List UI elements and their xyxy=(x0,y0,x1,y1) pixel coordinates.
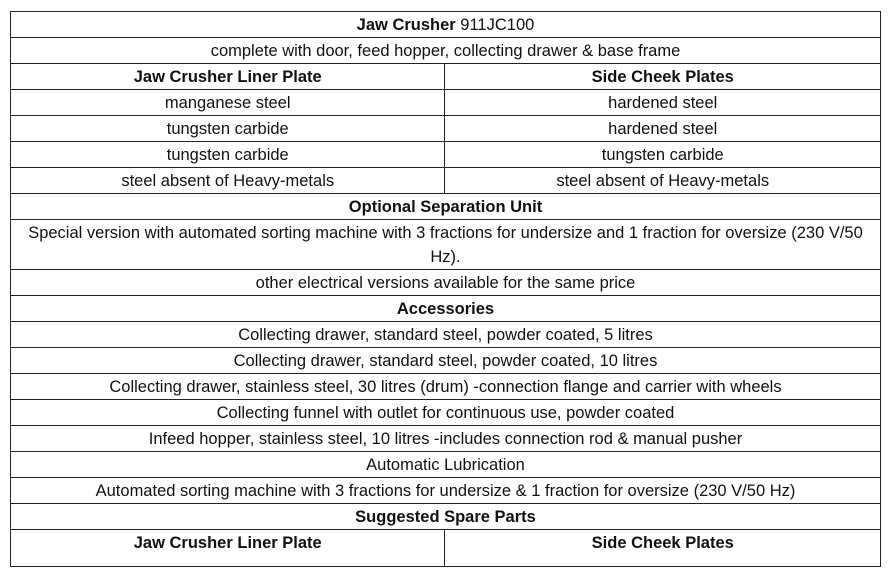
liner-header-jaw: Jaw Crusher Liner Plate xyxy=(11,64,445,90)
title-row xyxy=(11,12,881,38)
accessory-item: Automated sorting machine with 3 fractions for undersize & 1 fraction for oversize (230 V/50 Hz) xyxy=(11,478,881,504)
accessory-item: Automatic Lubrication xyxy=(11,452,881,478)
spare-parts-heading-row xyxy=(11,504,881,530)
spec-table xyxy=(10,11,881,567)
liner-header-row xyxy=(11,64,881,90)
spare-parts-header-row xyxy=(11,530,881,567)
spare-header-cheek: Side Cheek Plates xyxy=(445,530,881,567)
table-cell: steel absent of Heavy-metals xyxy=(445,168,881,194)
table-cell: tungsten carbide xyxy=(11,142,445,168)
spare-parts-heading: Suggested Spare Parts xyxy=(11,504,881,530)
table-row xyxy=(11,116,881,142)
table-row xyxy=(11,142,881,168)
subtitle-row xyxy=(11,38,881,64)
separation-description-row xyxy=(11,220,881,270)
table-row xyxy=(11,168,881,194)
accessories-heading: Accessories xyxy=(11,296,881,322)
list-item xyxy=(11,452,881,478)
table-cell: tungsten carbide xyxy=(11,116,445,142)
list-item xyxy=(11,348,881,374)
product-model: 911JC100 xyxy=(455,16,535,34)
spare-header-jaw: Jaw Crusher Liner Plate xyxy=(11,530,445,567)
separation-note-row xyxy=(11,270,881,296)
accessory-item: Collecting funnel with outlet for continuous use, powder coated xyxy=(11,400,881,426)
list-item xyxy=(11,478,881,504)
list-item xyxy=(11,374,881,400)
table-cell: tungsten carbide xyxy=(445,142,881,168)
list-item xyxy=(11,426,881,452)
liner-header-cheek: Side Cheek Plates xyxy=(445,64,881,90)
table-cell: hardened steel xyxy=(445,116,881,142)
table-cell: hardened steel xyxy=(445,90,881,116)
spec-table-container xyxy=(10,11,881,567)
product-subtitle: complete with door, feed hopper, collecting drawer & base frame xyxy=(11,38,881,64)
table-cell: steel absent of Heavy-metals xyxy=(11,168,445,194)
accessory-item: Infeed hopper, stainless steel, 10 litres -includes connection rod & manual pusher xyxy=(11,426,881,452)
accessory-item: Collecting drawer, stainless steel, 30 litres (drum) -connection flange and carrier with wheels xyxy=(11,374,881,400)
separation-heading: Optional Separation Unit xyxy=(11,194,881,220)
table-cell: manganese steel xyxy=(11,90,445,116)
separation-note: other electrical versions available for the same price xyxy=(11,270,881,296)
product-name: Jaw Crusher xyxy=(356,16,456,34)
separation-heading-row xyxy=(11,194,881,220)
list-item xyxy=(11,322,881,348)
accessories-heading-row xyxy=(11,296,881,322)
table-row xyxy=(11,90,881,116)
accessory-item: Collecting drawer, standard steel, powder coated, 5 litres xyxy=(11,322,881,348)
separation-description: Special version with automated sorting machine with 3 fractions for undersize and 1 fraction for oversize (230 V/50 Hz). xyxy=(11,220,881,270)
accessory-item: Collecting drawer, standard steel, powder coated, 10 litres xyxy=(11,348,881,374)
product-title xyxy=(11,12,881,38)
list-item xyxy=(11,400,881,426)
